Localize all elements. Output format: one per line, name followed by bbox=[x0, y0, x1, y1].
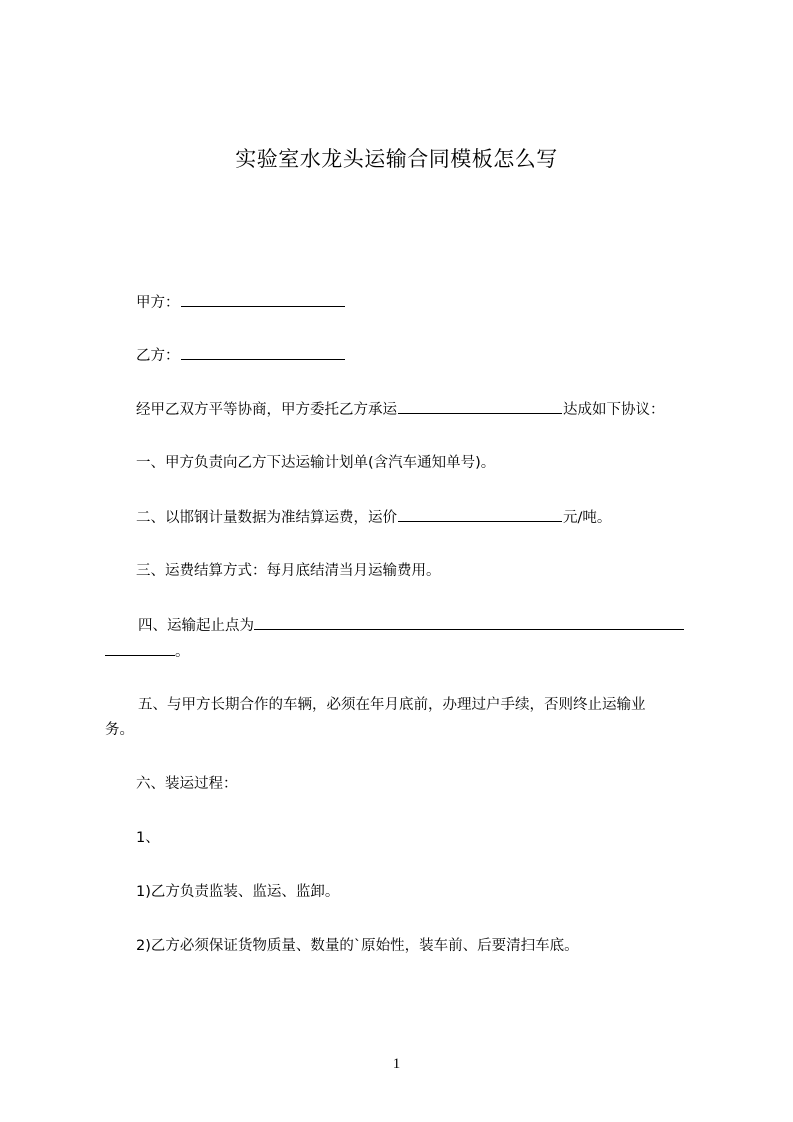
document-title: 实验室水龙头运输合同模板怎么写 bbox=[235, 147, 558, 171]
party-a-line bbox=[136, 292, 346, 313]
clause-4-continuation bbox=[105, 641, 190, 662]
clause-4-text: 四、运输起止点为 bbox=[138, 618, 254, 634]
party-b-line bbox=[136, 345, 346, 366]
route-blank-2 bbox=[105, 641, 175, 656]
clause-6: 六、装运过程： bbox=[136, 776, 238, 792]
carrier-goods-blank bbox=[398, 399, 562, 414]
freight-rate-blank bbox=[398, 507, 562, 522]
clause-3: 三、运费结算方式：每月底结清当月运输费用。 bbox=[136, 563, 441, 579]
clause-6-sub-1: 1)乙方负责监装、监运、监卸。 bbox=[136, 884, 340, 900]
clause-4-end: 。 bbox=[175, 644, 190, 660]
intro-text-after: 达成如下协议： bbox=[563, 402, 665, 418]
party-a-blank bbox=[181, 292, 345, 307]
route-blank-1 bbox=[254, 615, 684, 630]
intro-line bbox=[136, 399, 665, 420]
clause-6-item-1: 1、 bbox=[136, 830, 160, 846]
intro-text-before: 经甲乙双方平等协商，甲方委托乙方承运 bbox=[136, 402, 397, 418]
clause-5-line-1: 五、与甲方长期合作的车辆，必须在年月底前，办理过户手续，否则终止运输业 bbox=[138, 697, 646, 713]
clause-5-line-2: 务。 bbox=[105, 722, 134, 738]
clause-2-text-before: 二、以邯钢计量数据为准结算运费，运价 bbox=[136, 510, 397, 526]
party-a-label: 甲方： bbox=[136, 295, 180, 311]
party-b-blank bbox=[181, 345, 345, 360]
clause-1: 一、甲方负责向乙方下达运输计划单(含汽车通知单号)。 bbox=[136, 455, 496, 471]
page-number: 1 bbox=[392, 1056, 401, 1072]
clause-6-sub-2: 2)乙方必须保证货物质量、数量的`原始性，装车前、后要清扫车底。 bbox=[136, 938, 579, 954]
clause-2-line bbox=[136, 507, 611, 528]
clause-4-line bbox=[138, 615, 684, 636]
party-b-label: 乙方： bbox=[136, 348, 180, 364]
clause-2-text-after: 元/吨。 bbox=[563, 510, 612, 526]
